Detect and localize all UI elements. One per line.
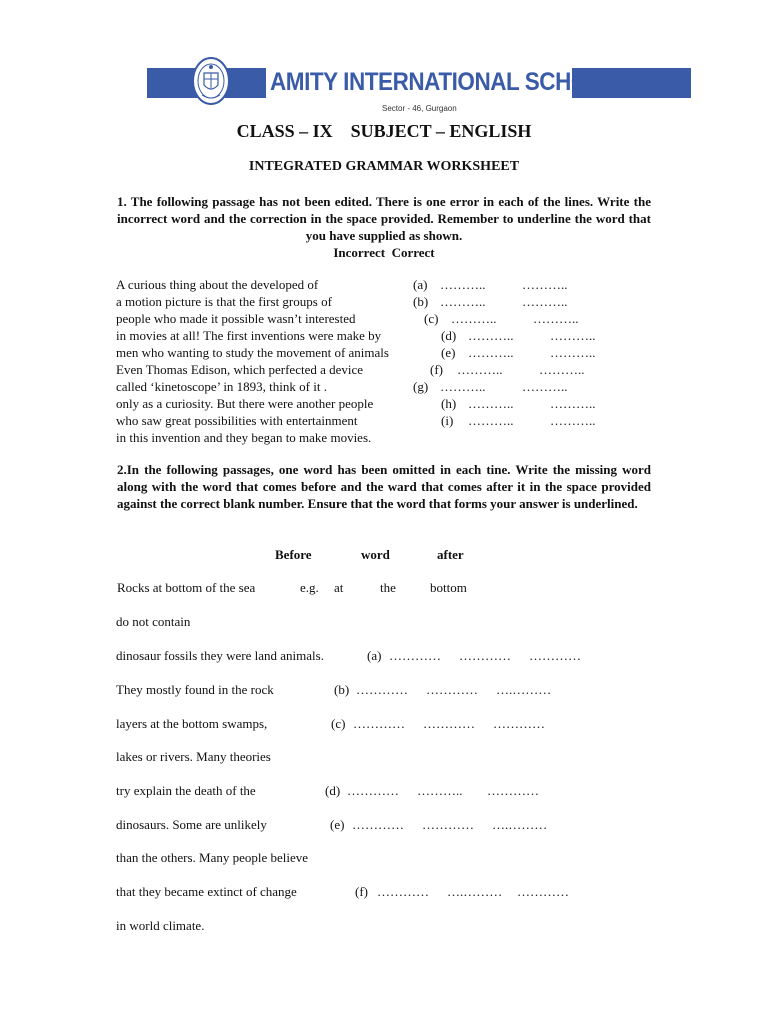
section1-instruction <box>117 193 651 261</box>
blank-letter: (c) <box>331 716 346 731</box>
incorrect-blank[interactable]: ……….. <box>440 379 486 394</box>
passage-line: a motion picture is that the first groups of <box>116 294 332 309</box>
incorrect-blank[interactable]: ……….. <box>440 294 486 309</box>
passage-line: dinosaur fossils they were land animals. <box>116 648 324 663</box>
worksheet-subtitle: INTEGRATED GRAMMAR WORKSHEET <box>248 159 520 174</box>
section1-column-headers: Incorrect Correct <box>333 245 435 260</box>
passage-line: that they became extinct of change <box>116 884 297 899</box>
passage-line: called ‘kinetoscope’ in 1893, think of it . <box>116 379 327 394</box>
section1-instruction-text: 1. The following passage has not been edited. There is one error in each of the lines. Write the incorrect word and the correction in the space provided. Remember to underline the word that you have supplied as shown. <box>117 194 651 243</box>
blank-letter: (e) <box>330 817 345 832</box>
passage-line: in this invention and they began to make movies. <box>116 430 372 445</box>
after-blank[interactable]: ….……… <box>492 817 548 832</box>
before-blank[interactable]: ………… <box>352 817 404 832</box>
example-line-text: Rocks at bottom of the sea <box>117 580 256 595</box>
before-blank[interactable]: ………… <box>353 716 405 731</box>
passage-line: men who wanting to study the movement of animals <box>116 345 389 360</box>
blank-letter: (d) <box>325 783 341 798</box>
incorrect-blank[interactable]: ……….. <box>468 413 514 428</box>
passage-line: in movies at all! The first inventions were make by <box>116 328 382 343</box>
passage-line: in world climate. <box>116 918 205 933</box>
word-blank[interactable]: ………… <box>459 648 511 663</box>
correct-blank[interactable]: ……….. <box>550 396 596 411</box>
passage-line: lakes or rivers. Many theories <box>116 749 271 764</box>
after-blank[interactable]: ………… <box>517 884 569 899</box>
column-before-header: Before <box>275 547 312 562</box>
correct-blank[interactable]: ……….. <box>550 345 596 360</box>
passage-line: dinosaurs. Some are unlikely <box>116 817 267 832</box>
blank-letter: (f) <box>430 362 443 377</box>
incorrect-blank[interactable]: ……….. <box>468 396 514 411</box>
correct-blank[interactable]: ……….. <box>522 277 568 292</box>
passage-line: only as a curiosity. But there were another people <box>116 396 374 411</box>
after-blank[interactable]: ………… <box>529 648 581 663</box>
section2-instruction-text: .In the following passages, one word has been omitted in each tine. Write the missing word along with the word that comes before and the ward that comes after it in the space provided against the correct blank number. Ensure that the word that forms your answer is underlined. <box>117 462 651 511</box>
after-blank[interactable]: ………… <box>487 783 539 798</box>
incorrect-blank[interactable]: ……….. <box>468 345 514 360</box>
after-blank[interactable]: ….……… <box>496 682 552 697</box>
school-name: AMITY INTERNATIONAL SCHOOL <box>270 68 619 96</box>
incorrect-blank[interactable]: ……….. <box>451 311 497 326</box>
page-title: CLASS – IX SUBJECT – ENGLISH <box>236 121 532 141</box>
example-after: bottom <box>430 580 467 595</box>
correct-blank[interactable]: ……….. <box>539 362 585 377</box>
blank-letter: (b) <box>334 682 350 697</box>
blank-letter: (h) <box>441 396 457 411</box>
before-blank[interactable]: ………… <box>356 682 408 697</box>
passage-line: who saw great possibilities with entertainment <box>116 413 358 428</box>
passage-line: try explain the death of the <box>116 783 256 798</box>
blank-letter: (d) <box>441 328 457 343</box>
blank-letter: (i) <box>441 413 454 428</box>
blank-letter: (a) <box>413 277 428 292</box>
word-blank[interactable]: ……….. <box>417 783 463 798</box>
section2-number: 2 <box>117 462 124 477</box>
passage-line: people who made it possible wasn’t interested <box>116 311 356 326</box>
column-after-header: after <box>437 547 464 562</box>
word-blank[interactable]: ………… <box>426 682 478 697</box>
blank-letter: (b) <box>413 294 429 309</box>
passage-line: Even Thomas Edison, which perfected a device <box>116 362 364 377</box>
after-blank[interactable]: ………… <box>493 716 545 731</box>
correct-blank[interactable]: ……….. <box>522 379 568 394</box>
incorrect-blank[interactable]: ……….. <box>440 277 486 292</box>
passage-line: They mostly found in the rock <box>116 682 274 697</box>
word-blank[interactable]: ….……… <box>447 884 503 899</box>
passage-line: do not contain <box>116 614 191 629</box>
before-blank[interactable]: ………… <box>347 783 399 798</box>
incorrect-blank[interactable]: ……….. <box>468 328 514 343</box>
example-before: at <box>334 580 344 595</box>
correct-blank[interactable]: ……….. <box>550 413 596 428</box>
correct-blank[interactable]: ……….. <box>533 311 579 326</box>
section2-instruction <box>117 461 651 512</box>
before-blank[interactable]: ………… <box>377 884 429 899</box>
blank-letter: (e) <box>441 345 456 360</box>
passage-line: A curious thing about the developed of <box>116 277 319 292</box>
example-label: e.g. <box>300 580 319 595</box>
word-blank[interactable]: ………… <box>422 817 474 832</box>
passage-line: than the others. Many people believe <box>116 850 309 865</box>
school-location: Sector - 46, Gurgaon <box>382 104 457 113</box>
blank-letter: (c) <box>424 311 439 326</box>
column-word-header: word <box>361 547 390 562</box>
blank-letter: (g) <box>413 379 429 394</box>
blank-letter: (f) <box>355 884 368 899</box>
before-blank[interactable]: ………… <box>389 648 441 663</box>
passage-line: layers at the bottom swamps, <box>116 716 268 731</box>
correct-blank[interactable]: ……….. <box>522 294 568 309</box>
correct-blank[interactable]: ……….. <box>550 328 596 343</box>
example-word: the <box>380 580 396 595</box>
school-crest-icon <box>190 55 232 107</box>
word-blank[interactable]: ………… <box>423 716 475 731</box>
incorrect-blank[interactable]: ……….. <box>457 362 503 377</box>
blank-letter: (a) <box>367 648 382 663</box>
